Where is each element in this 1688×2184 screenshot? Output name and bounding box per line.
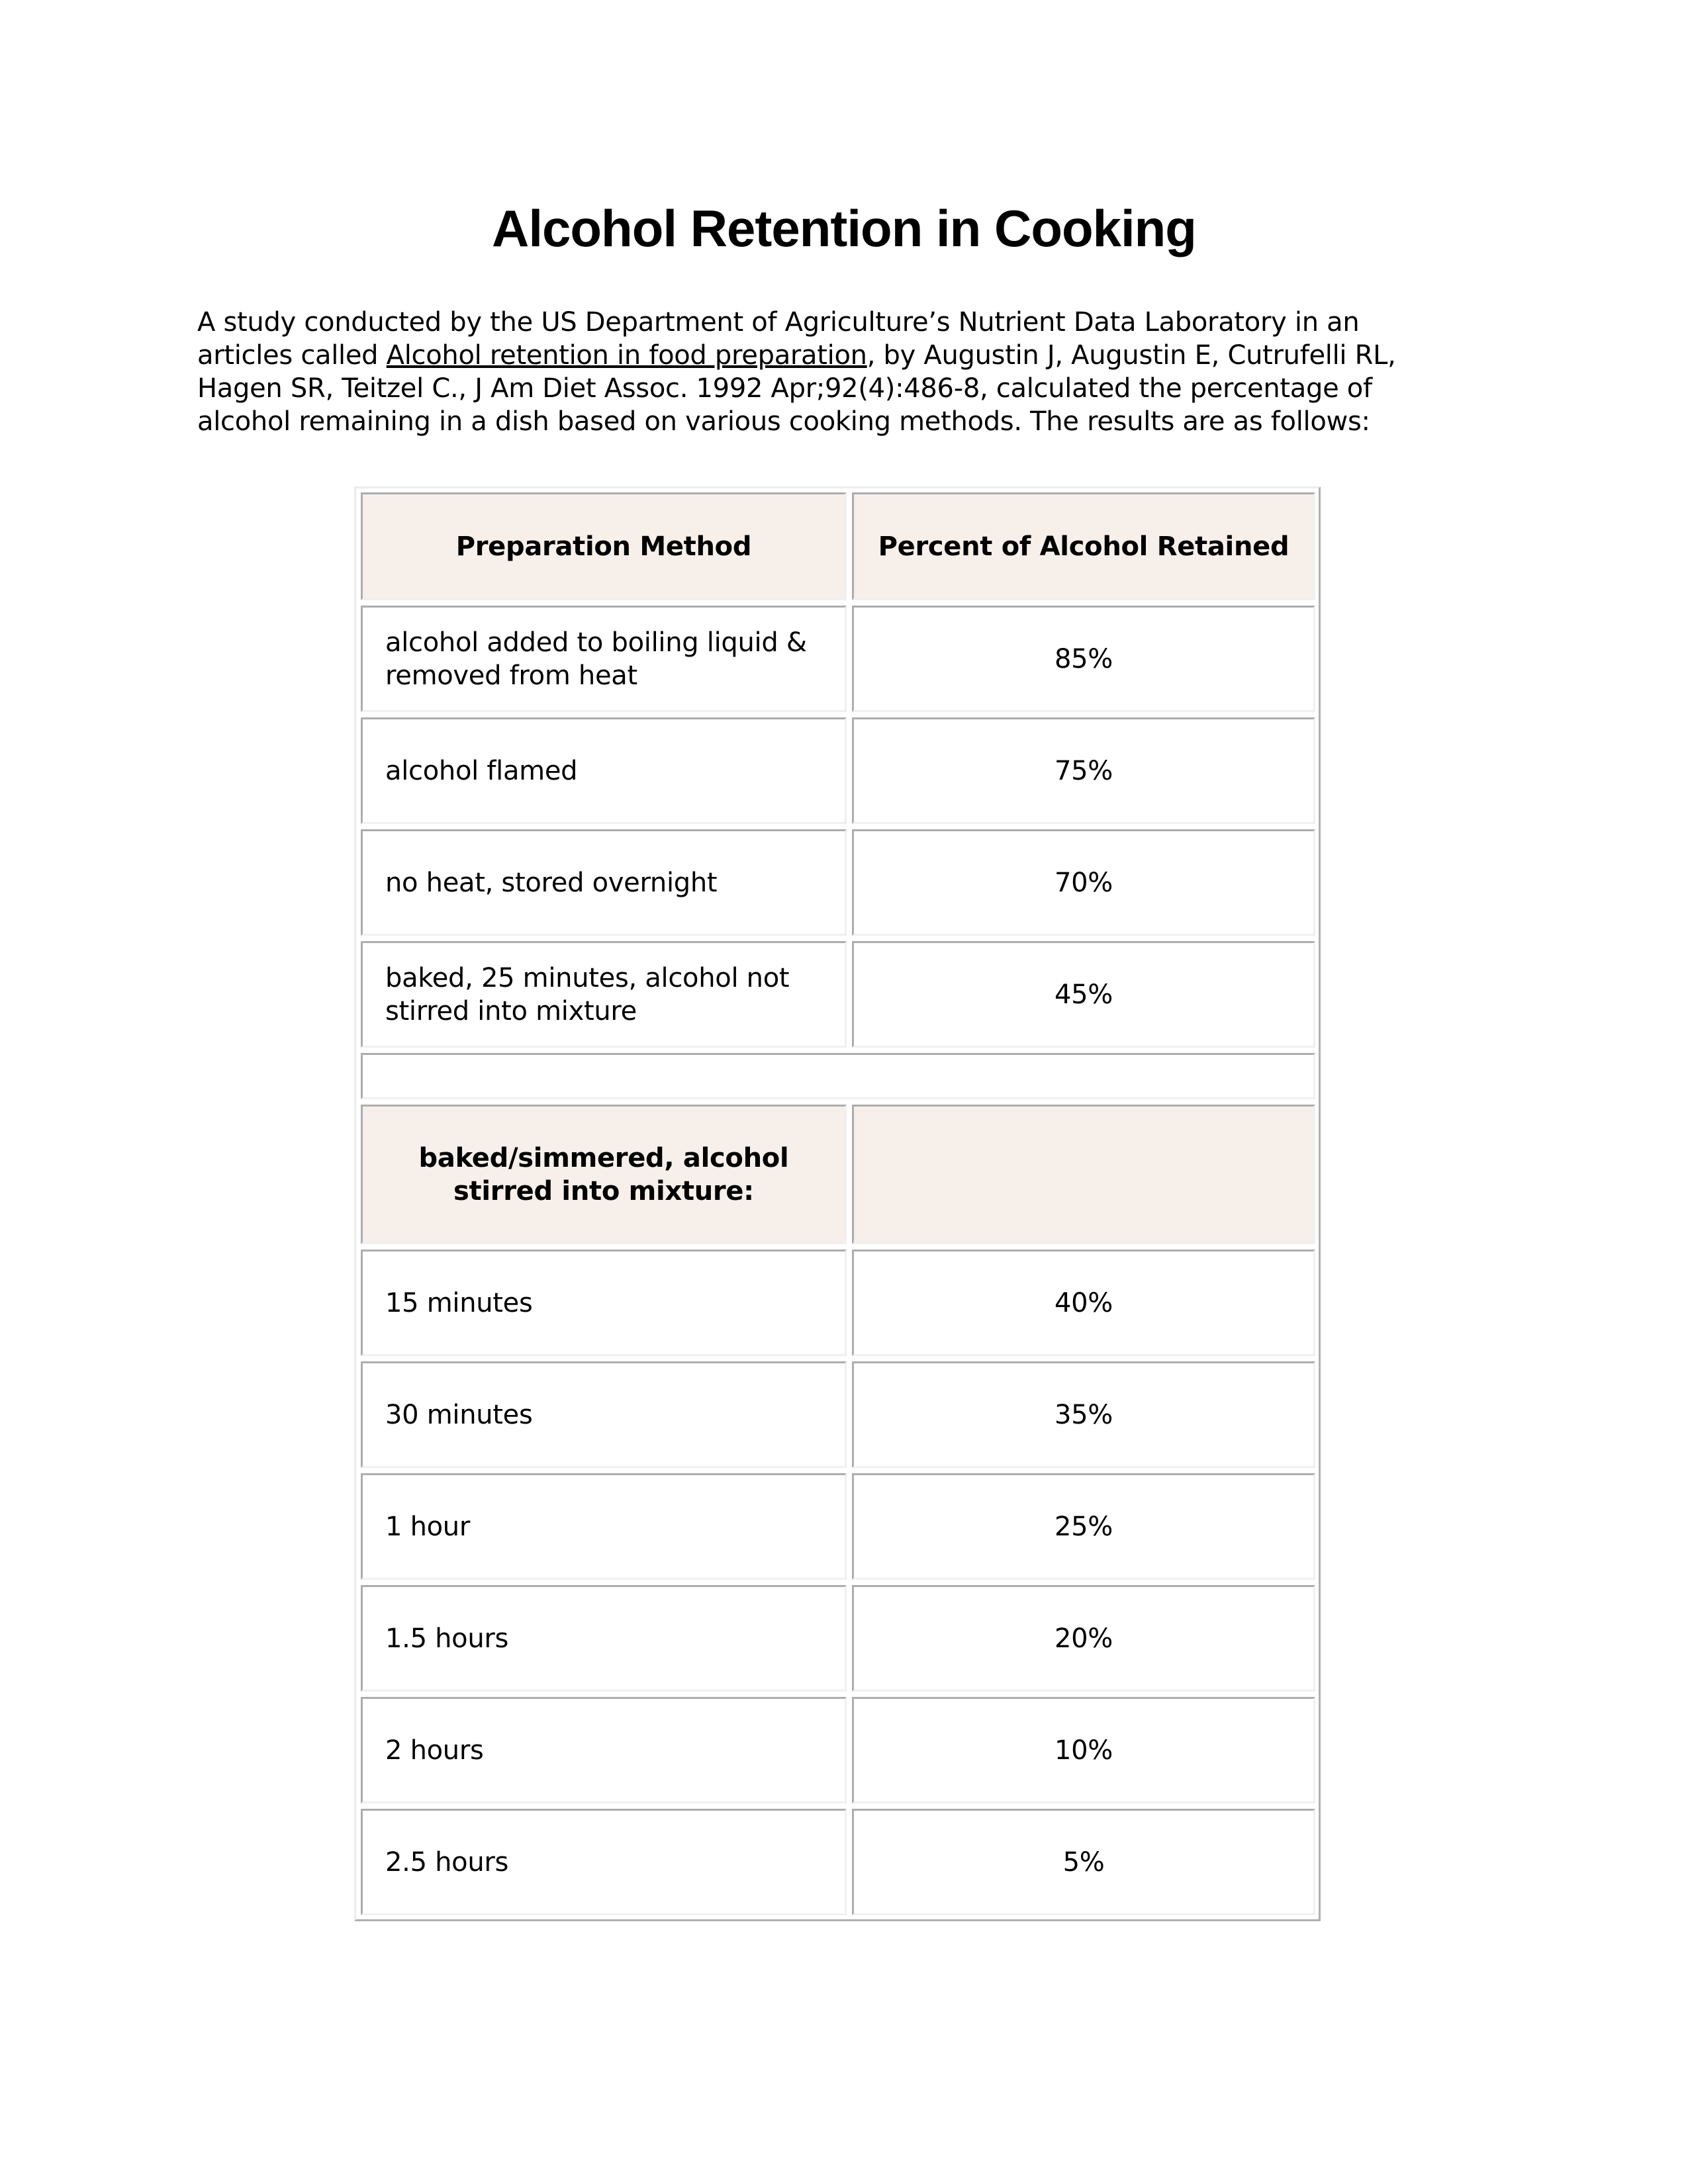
method-cell: alcohol added to boiling liquid & removed from heat [361, 606, 847, 712]
table-row [361, 941, 1315, 1048]
method-cell: baked, 25 minutes, alcohol not stirred into mixture [361, 941, 847, 1048]
percent-cell: 25% [852, 1473, 1315, 1580]
header-percent-retained: Percent of Alcohol Retained [852, 492, 1315, 600]
intro-line-3: Hagen SR, Teitzel C., J Am Diet Assoc. 1992 Apr;92(4):486-8, calculated the percentage of [197, 373, 1372, 404]
method-cell: 30 minutes [361, 1361, 847, 1468]
intro-line-4: alcohol remaining in a dish based on various cooking methods. The results are as follows: [197, 406, 1370, 437]
intro-paragraph [197, 306, 1495, 438]
subheader-row [361, 1105, 1315, 1244]
method-cell: no heat, stored overnight [361, 829, 847, 936]
subheader-cell: baked/simmered, alcohol stirred into mixture: [361, 1105, 847, 1244]
percent-cell: 40% [852, 1250, 1315, 1356]
table-row [361, 717, 1315, 824]
intro-line-2 [197, 339, 1495, 372]
intro-text: articles called [197, 340, 387, 371]
percent-cell: 70% [852, 829, 1315, 936]
table-row [361, 1809, 1315, 1915]
method-cell: 15 minutes [361, 1250, 847, 1356]
percent-cell: 10% [852, 1697, 1315, 1803]
header-preparation-method: Preparation Method [361, 492, 847, 600]
intro-text: , by Augustin J, Augustin E, Cutrufelli RL, [867, 340, 1396, 371]
subheader-empty-cell [852, 1105, 1315, 1244]
percent-cell: 45% [852, 941, 1315, 1048]
method-cell: alcohol flamed [361, 717, 847, 824]
percent-cell: 85% [852, 606, 1315, 712]
table-row [361, 606, 1315, 712]
intro-line-1: A study conducted by the US Department of Agriculture’s Nutrient Data Laboratory in an [197, 307, 1360, 338]
table-row [361, 1473, 1315, 1580]
method-cell: 1.5 hours [361, 1585, 847, 1692]
table-row [361, 829, 1315, 936]
method-cell: 2 hours [361, 1697, 847, 1803]
table-row [361, 1697, 1315, 1803]
alcohol-retention-table [354, 486, 1321, 1921]
spacer-cell [361, 1053, 1315, 1099]
percent-cell: 75% [852, 717, 1315, 824]
table-row [361, 1361, 1315, 1468]
article-link[interactable]: Alcohol retention in food preparation [386, 340, 867, 371]
method-cell: 1 hour [361, 1473, 847, 1580]
table-row [361, 1585, 1315, 1692]
spacer-row [361, 1053, 1315, 1099]
table-header-row [361, 492, 1315, 600]
table-row [361, 1250, 1315, 1356]
page-title: Alcohol Retention in Cooking [492, 199, 1196, 257]
percent-cell: 20% [852, 1585, 1315, 1692]
percent-cell: 5% [852, 1809, 1315, 1915]
method-cell: 2.5 hours [361, 1809, 847, 1915]
percent-cell: 35% [852, 1361, 1315, 1468]
